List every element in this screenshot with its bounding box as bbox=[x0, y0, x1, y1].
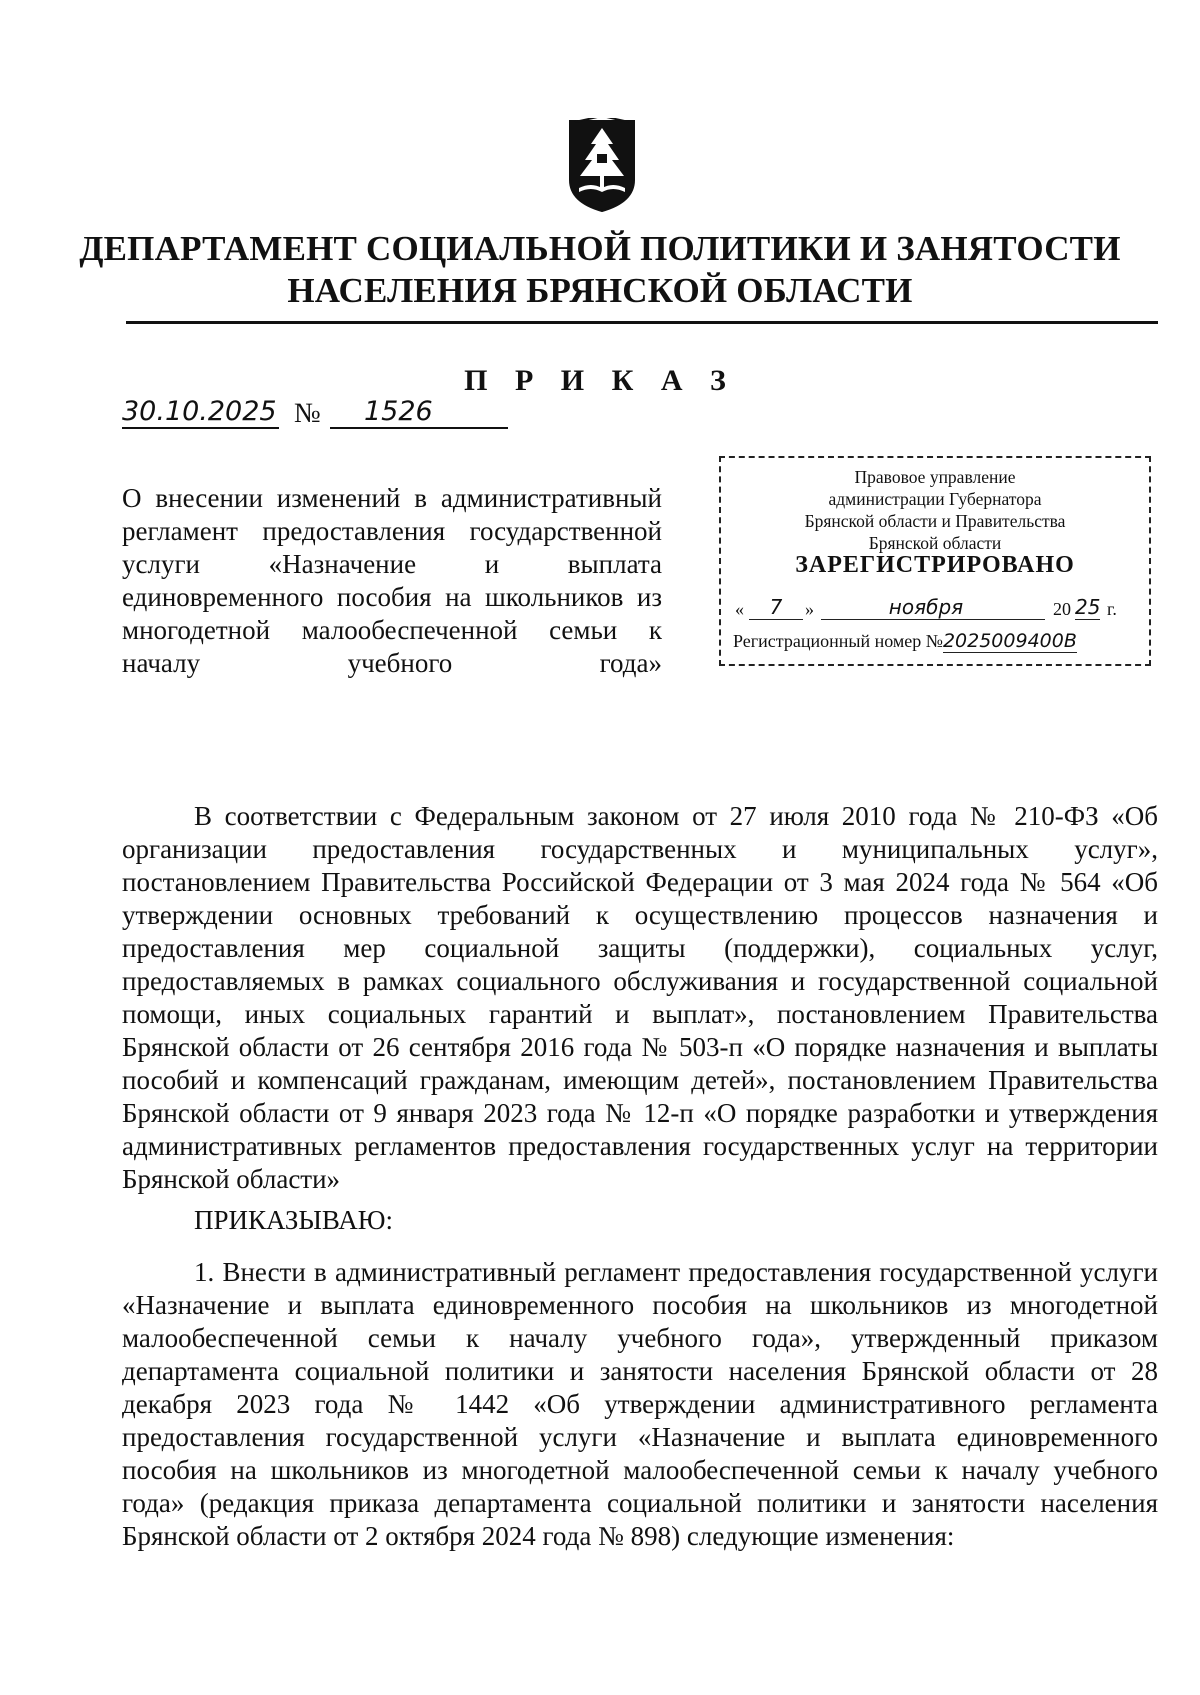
stamp-registered: ЗАРЕГИСТРИРОВАНО bbox=[795, 552, 1075, 578]
stamp-close-quote: » bbox=[805, 599, 814, 619]
stamp-month-underline bbox=[1015, 619, 1045, 620]
stamp-open-quote: « bbox=[735, 599, 744, 619]
department-title-line1: ДЕПАРТАМЕНТ СОЦИАЛЬНОЙ ПОЛИТИКИ И ЗАНЯТОСТИ bbox=[79, 229, 1121, 268]
stamp-reg-label: Регистрационный номер № bbox=[733, 631, 943, 651]
registration-stamp bbox=[719, 456, 1151, 666]
bryansk-coat-of-arms-icon bbox=[567, 118, 637, 214]
order-date: 30.10.2025 bbox=[122, 396, 277, 427]
stamp-reg-number: 2025009400B bbox=[942, 630, 1077, 652]
order-number-sign: № bbox=[294, 398, 321, 429]
stamp-line: Брянской области и Правительства bbox=[804, 511, 1066, 531]
order-item-1: 1. Внести в административный регламент предоставления государственной услуги «Назначение и выплата единовременного пособия на школьников из многодетной малообеспеченной семьи к началу учебного года», утвержденный приказом департамента социальной политики и занятости населения Брянской области от 28 декабря 2023 года № 1442 «Об утверждении административного регламента предоставления государственной услуги «Назначение и выплата единовременного пособия на школьников из многодетной малообеспеченной семьи к началу учебного года» (редакция приказа департамента социальной политики и занятости населения Брянской области от 2 октября 2024 года № 898) следующие изменения: bbox=[122, 1257, 1158, 1551]
order-title: П Р И К А З bbox=[464, 364, 736, 397]
department-title bbox=[60, 228, 1140, 312]
stamp-line: Правовое управление bbox=[854, 467, 1016, 487]
stamp-line: Брянской области bbox=[868, 533, 1002, 553]
order-number: 1526 bbox=[330, 396, 508, 429]
stamp-line: администрации Губернатора bbox=[828, 489, 1042, 509]
stamp-registration-line bbox=[733, 630, 1139, 652]
department-title-line2: НАСЕЛЕНИЯ БРЯНСКОЙ ОБЛАСТИ bbox=[287, 271, 913, 310]
stamp-date-line bbox=[735, 590, 1139, 620]
order-subject: О внесении изменений в административный регламент предоставления государственной услуги «Назначение и выплата единовременного пособия на школьников из многодетной малообеспеченной семьи к началу учебного года» bbox=[122, 483, 662, 678]
stamp-year-unit: г. bbox=[1107, 599, 1117, 619]
title-divider bbox=[126, 321, 1158, 324]
stamp-day: 7 bbox=[749, 595, 803, 620]
order-directive: ПРИКАЗЫВАЮ: bbox=[194, 1205, 393, 1235]
preamble-paragraph: В соответствии с Федеральным законом от 27 июля 2010 года № 210-ФЗ «Об организации предоставления государственных и муниципальных услуг», постановлением Правительства Российской Федерации от 3 мая 2024 года № 564 «Об утверждении основных требований к осуществлению процессов назначения и предоставления мер социальной защиты (поддержки), социальных услуг, предоставляемых в рамках социального обслуживания и государственной социальной помощи, иных социальных гарантий и выплат», постановлением Правительства Брянской области от 26 сентября 2016 года № 503-п «О порядке назначения и выплаты пособий и компенсаций гражданам, имеющим детей», постановлением Правительства Брянской области от 9 января 2023 года № 12-п «О порядке разработки и утверждения административных регламентов предоставления государственных услуг на территории Брянской области» bbox=[122, 801, 1158, 1194]
stamp-month: ноября bbox=[821, 595, 1015, 620]
stamp-year-prefix: 20 bbox=[1053, 599, 1071, 619]
stamp-authority bbox=[721, 466, 1149, 554]
stamp-year-suffix: 25 bbox=[1075, 595, 1101, 619]
